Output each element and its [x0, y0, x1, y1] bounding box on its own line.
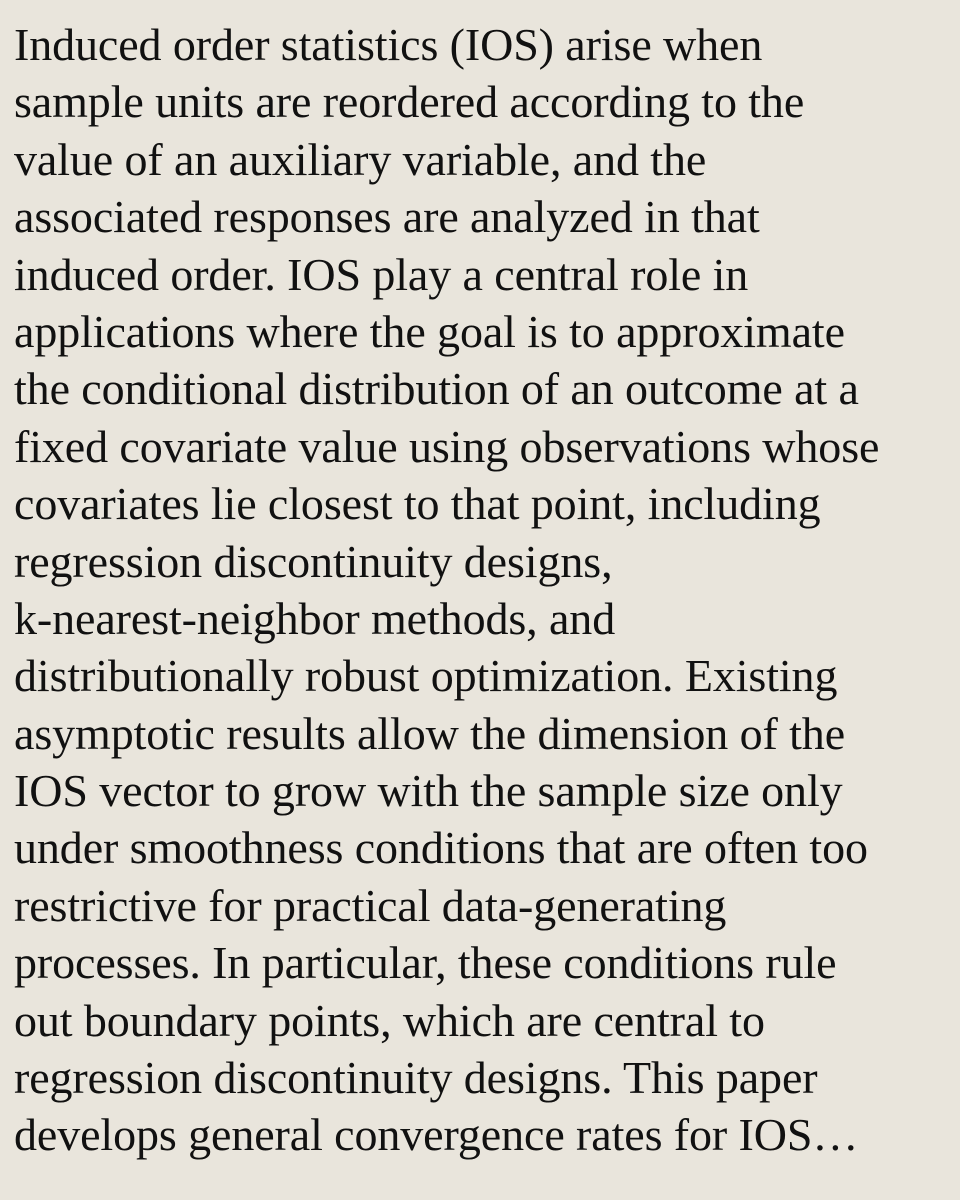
abstract-line-14: IOS vector to grow with the sample size only: [14, 765, 843, 817]
abstract-line-15: under smoothness conditions that are often too: [14, 822, 868, 874]
abstract-line-7: the conditional distribution of an outcome at a: [14, 363, 859, 415]
abstract-text: [14, 16, 954, 1164]
abstract-line-5: induced order. IOS play a central role in: [14, 248, 749, 300]
abstract-line-18: out boundary points, which are central to: [14, 994, 765, 1046]
abstract-line-1: Induced order statistics (IOS) arise when: [14, 19, 763, 70]
abstract-line-9: covariates lie closest to that point, including: [14, 478, 821, 530]
abstract-line-10: regression discontinuity designs,: [14, 535, 613, 587]
abstract-line-16: restrictive for practical data-generating: [14, 879, 727, 931]
abstract-line-2: sample units are reordered according to the: [14, 76, 805, 128]
abstract-line-17: processes. In particular, these conditions rule: [14, 937, 837, 989]
abstract-line-8: fixed covariate value using observations whose: [14, 420, 880, 472]
abstract-line-19: regression discontinuity designs. This paper: [14, 1052, 818, 1104]
abstract-line-20: develops general convergence rates for IOS…: [14, 1109, 859, 1161]
abstract-line-11: k-nearest-neighbor methods, and: [14, 592, 616, 644]
abstract-line-4: associated responses are analyzed in that: [14, 191, 760, 243]
abstract-line-12: distributionally robust optimization. Existing: [14, 650, 838, 702]
abstract-line-3: value of an auxiliary variable, and the: [14, 133, 707, 185]
abstract-line-13: asymptotic results allow the dimension of the: [14, 707, 846, 759]
abstract-line-6: applications where the goal is to approximate: [14, 305, 845, 357]
